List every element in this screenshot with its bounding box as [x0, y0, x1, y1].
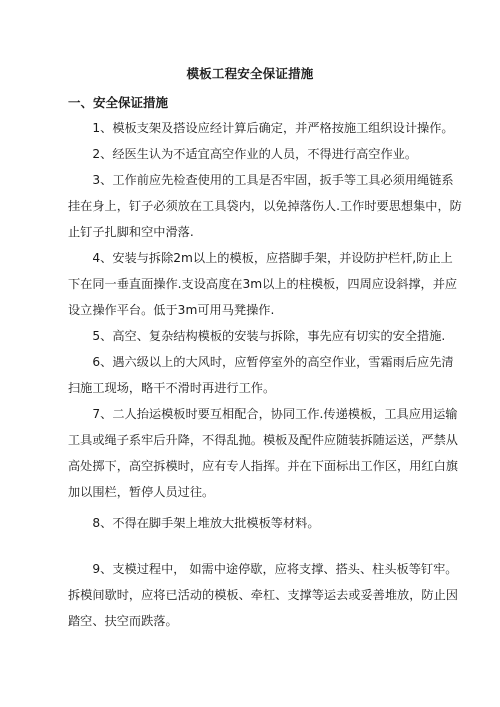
paragraph-item-1	[68, 115, 454, 141]
paragraph-line: 1、模板支架及搭设应经计算后确定，并严格按施工组织设计操作。	[92, 121, 454, 135]
paragraph-line: 设立操作平台。低于3m可用马凳操作.	[68, 303, 275, 317]
paragraph-line: 4、安装与拆除2m以上的模板，应搭脚手架，并设防护栏杆,防止上	[92, 251, 453, 265]
paragraph-line: 2、经医生认为不适宜高空作业的人员，不得进行高空作业。	[92, 147, 418, 161]
paragraph-line: 下在同一垂直面操作.支设高度在3m以上的柱模板，四周应设斜撑，并应	[68, 277, 458, 291]
paragraph-item-8	[68, 510, 433, 536]
paragraph-line: 加以围栏，暂停人员过往。	[68, 485, 215, 499]
section-heading: 一、安全保证措施	[68, 95, 169, 110]
paragraph-item-5	[68, 323, 446, 349]
paragraph-item-7	[68, 401, 458, 505]
document-title: 模板工程安全保证措施	[186, 66, 314, 81]
paragraph-line: 3、工作前应先检查使用的工具是否牢固，扳手等工具必须用绳链系	[92, 173, 454, 187]
paragraph-line: 5、高空、复杂结构模板的安装与拆除，事先应有切实的安全措施.	[92, 329, 446, 343]
paragraph-item-6	[68, 349, 454, 401]
paragraph-line: 高处掷下，高空拆模时，应有专人指挥。并在下面标出工作区，用红白旗	[68, 459, 458, 473]
paragraph-item-9	[68, 556, 458, 634]
paragraph-line: 7、二人抬运模板时要互相配合，协同工作.传递模板，工具应用运输	[92, 407, 458, 421]
paragraph-line: 踏空、扶空而跌落。	[68, 614, 178, 628]
paragraph-line: 6、遇六级以上的大风时，应暂停室外的高空作业，雪霜雨后应先清	[92, 355, 454, 369]
paragraph-item-4	[68, 245, 458, 323]
paragraph-item-2	[68, 141, 433, 167]
paragraph-line: 工具或绳子系牢后升降，不得乱抛。模板及配件应随装拆随运送，严禁从	[68, 433, 458, 447]
paragraph-line: 止钉子扎脚和空中滑落.	[68, 225, 194, 239]
paragraph-line: 8、不得在脚手架上堆放大批模板等材料。	[92, 516, 320, 530]
paragraph-item-3	[68, 167, 462, 245]
paragraph-line: 挂在身上，钉子必须放在工具袋内，以免掉落伤人.工作时要思想集中，防	[68, 199, 462, 213]
paragraph-line: 9、支模过程中， 如需中途停歇，应将支撑、搭头、柱头板等钉牢。	[92, 562, 458, 576]
paragraph-line: 拆模间歇时，应将已活动的模板、牵杠、支撑等运去或妥善堆放，防止因	[68, 588, 458, 602]
paragraph-line: 扫施工现场，略干不滑时再进行工作。	[68, 381, 276, 395]
